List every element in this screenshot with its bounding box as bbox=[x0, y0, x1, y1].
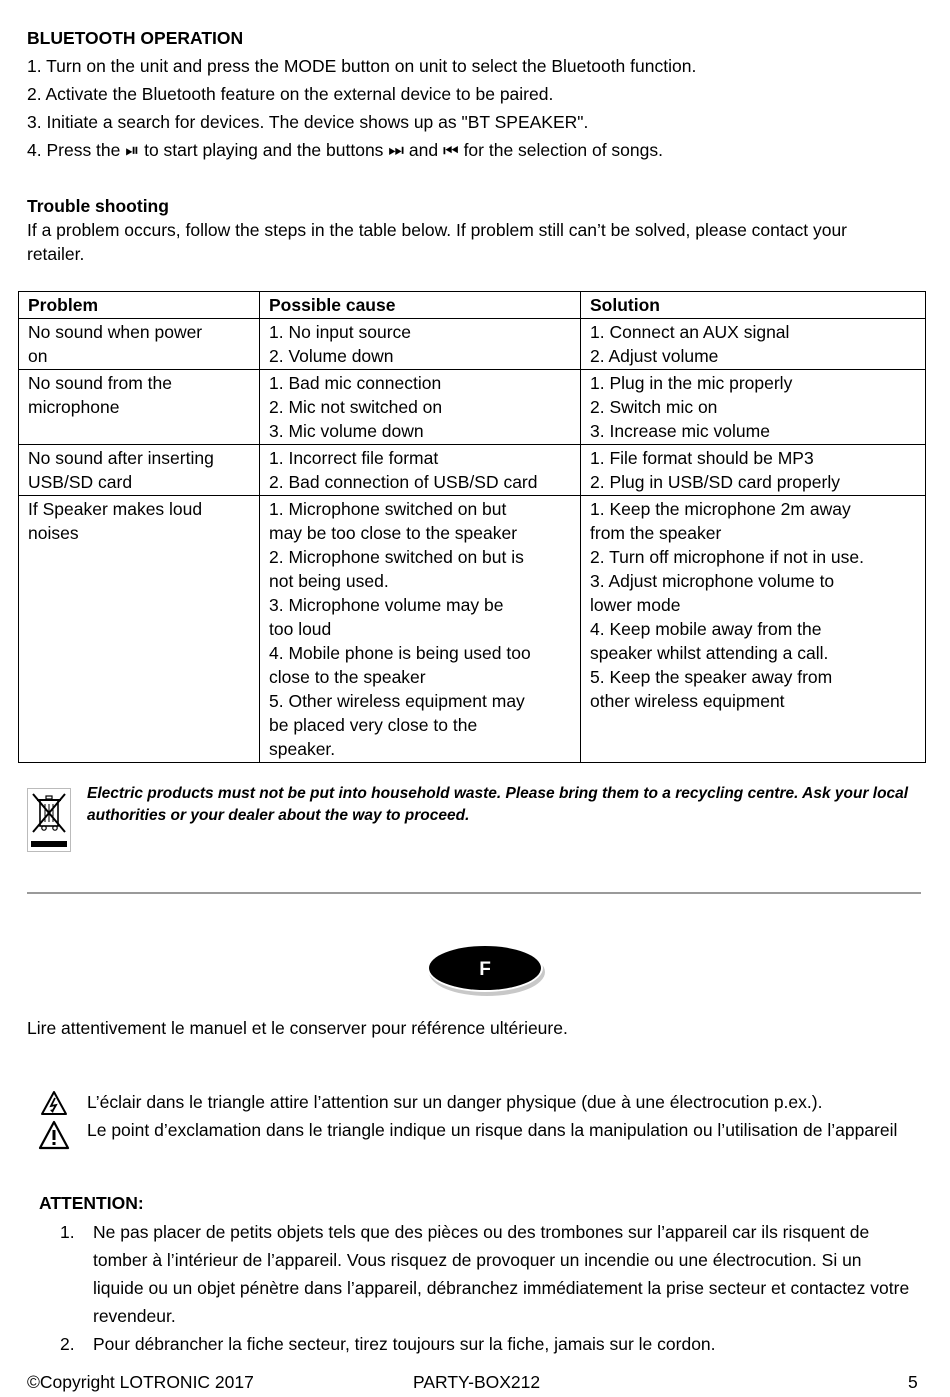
cell-line: 3. Mic volume down bbox=[269, 421, 424, 441]
cell-line: 2. Mic not switched on bbox=[269, 397, 443, 417]
cell-solution bbox=[581, 445, 926, 496]
cell-solution bbox=[581, 370, 926, 445]
cell-line: microphone bbox=[28, 397, 120, 417]
cell-line: No sound from the bbox=[28, 373, 172, 393]
cell-line: 1. File format should be MP3 bbox=[590, 448, 814, 468]
section-divider bbox=[27, 892, 921, 894]
cell-line: speaker whilst attending a call. bbox=[590, 643, 829, 663]
table-row bbox=[19, 496, 926, 763]
table-row bbox=[19, 370, 926, 445]
cell-line: 3. Increase mic volume bbox=[590, 421, 770, 441]
cell-problem bbox=[19, 319, 260, 370]
cell-line: 2. Switch mic on bbox=[590, 397, 718, 417]
bluetooth-title: BLUETOOTH OPERATION bbox=[27, 28, 244, 48]
cell-problem bbox=[19, 445, 260, 496]
cell-line: 3. Microphone volume may be bbox=[269, 595, 504, 615]
cell-solution bbox=[581, 496, 926, 763]
header-problem: Problem bbox=[19, 292, 260, 319]
cell-line: 1. Microphone switched on but bbox=[269, 499, 507, 519]
cell-line: 2. Adjust volume bbox=[590, 346, 719, 366]
cell-line: close to the speaker bbox=[269, 667, 426, 687]
cell-line: 1. Connect an AUX signal bbox=[590, 322, 790, 342]
attention-number: 2. bbox=[60, 1334, 75, 1354]
troubleshooting-table bbox=[18, 291, 926, 763]
bluetooth-step: 1. Turn on the unit and press the MODE button on unit to select the Bluetooth function. bbox=[27, 56, 697, 76]
cell-line: 4. Keep mobile away from the bbox=[590, 619, 822, 639]
weee-notice: Electric products must not be put into household waste. Please bring them to a recycling centre. Ask your local authorities or your dealer about the way to proceed. bbox=[87, 785, 909, 824]
cell-problem bbox=[19, 496, 260, 763]
cell-line: from the speaker bbox=[590, 523, 722, 543]
cell-line: 1. No input source bbox=[269, 322, 412, 342]
bluetooth-step: 2. Activate the Bluetooth feature on the external device to be paired. bbox=[27, 84, 554, 104]
cell-line: be placed very close to the bbox=[269, 715, 478, 735]
language-badge bbox=[424, 938, 548, 1000]
cell-line: 2. Volume down bbox=[269, 346, 394, 366]
cell-line: No sound when power bbox=[28, 322, 203, 342]
cell-cause bbox=[260, 370, 581, 445]
warning-text: Le point d’exclamation dans le triangle indique un risque dans la manipulation ou l’utilisation de l’appareil bbox=[87, 1120, 898, 1140]
cell-line: other wireless equipment bbox=[590, 691, 785, 711]
cell-line: 1. Keep the microphone 2m away bbox=[590, 499, 851, 519]
table-row bbox=[19, 319, 926, 370]
attention-item: Pour débrancher la fiche secteur, tirez toujours sur la fiche, jamais sur le cordon. bbox=[93, 1334, 716, 1354]
bluetooth-step: 3. Initiate a search for devices. The device shows up as "BT SPEAKER". bbox=[27, 112, 589, 132]
cell-line: noises bbox=[28, 523, 79, 543]
cell-line: 5. Other wireless equipment may bbox=[269, 691, 525, 711]
crossed-out-bin-icon bbox=[27, 788, 71, 852]
cell-line: USB/SD card bbox=[28, 472, 133, 492]
cell-line: 1. Bad mic connection bbox=[269, 373, 442, 393]
attention-title: ATTENTION: bbox=[39, 1193, 144, 1213]
cell-cause bbox=[260, 445, 581, 496]
cell-problem bbox=[19, 370, 260, 445]
cell-line: 1. Plug in the mic properly bbox=[590, 373, 793, 393]
header-solution: Solution bbox=[581, 292, 926, 319]
cell-line: 2. Bad connection of USB/SD card bbox=[269, 472, 538, 492]
warning-text: L’éclair dans le triangle attire l’attention sur un danger physique (due à une électrocution p.ex.). bbox=[87, 1092, 823, 1112]
table-row bbox=[19, 445, 926, 496]
exclamation-triangle-icon bbox=[38, 1120, 70, 1150]
page-number: 5 bbox=[908, 1372, 918, 1392]
attention-number: 1. bbox=[60, 1222, 75, 1242]
troubleshooting-title: Trouble shooting bbox=[27, 196, 169, 216]
table-header-row bbox=[19, 292, 926, 319]
cell-line: 2. Microphone switched on but is bbox=[269, 547, 524, 567]
language-badge-label: F bbox=[479, 959, 491, 980]
cell-line: on bbox=[28, 346, 48, 366]
footer-model: PARTY-BOX212 bbox=[413, 1372, 541, 1392]
cell-line: 2. Plug in USB/SD card properly bbox=[590, 472, 840, 492]
footer-copyright: ©Copyright LOTRONIC 2017 bbox=[27, 1372, 254, 1392]
attention-item: Ne pas placer de petits objets tels que des pièces ou des trombones sur l’appareil car ils risquent de tomber à l’intérieur de l’appareil. Vous risquez de provoquer un incendie ou une électrocution. Si un liquide ou un objet pénètre dans l’appareil, débranchez immédiatement la prise secteur et contactez votre revendeur. bbox=[93, 1222, 910, 1326]
french-intro: Lire attentivement le manuel et le conserver pour référence ultérieure. bbox=[27, 1018, 568, 1038]
cell-line: speaker. bbox=[269, 739, 336, 759]
cell-line: 1. Incorrect file format bbox=[269, 448, 439, 468]
troubleshooting-intro: If a problem occurs, follow the steps in the table below. If problem still can’t be solved, please contact your retailer. bbox=[27, 220, 848, 264]
cell-line: not being used. bbox=[269, 571, 389, 591]
cell-line: If Speaker makes loud bbox=[28, 499, 203, 519]
cell-line: 5. Keep the speaker away from bbox=[590, 667, 833, 687]
cell-line: 4. Mobile phone is being used too bbox=[269, 643, 531, 663]
cell-line: too loud bbox=[269, 619, 332, 639]
cell-line: No sound after inserting bbox=[28, 448, 214, 468]
lightning-triangle-icon bbox=[40, 1090, 68, 1116]
cell-cause bbox=[260, 496, 581, 763]
cell-line: 2. Turn off microphone if not in use. bbox=[590, 547, 865, 567]
cell-line: lower mode bbox=[590, 595, 681, 615]
cell-line: may be too close to the speaker bbox=[269, 523, 518, 543]
bluetooth-step: 4. Press the ⏯ to start playing and the buttons ⏭ and ⏮ for the selection of songs. bbox=[27, 140, 663, 160]
header-possible-cause: Possible cause bbox=[260, 292, 581, 319]
cell-line: 3. Adjust microphone volume to bbox=[590, 571, 835, 591]
cell-solution bbox=[581, 319, 926, 370]
cell-cause bbox=[260, 319, 581, 370]
